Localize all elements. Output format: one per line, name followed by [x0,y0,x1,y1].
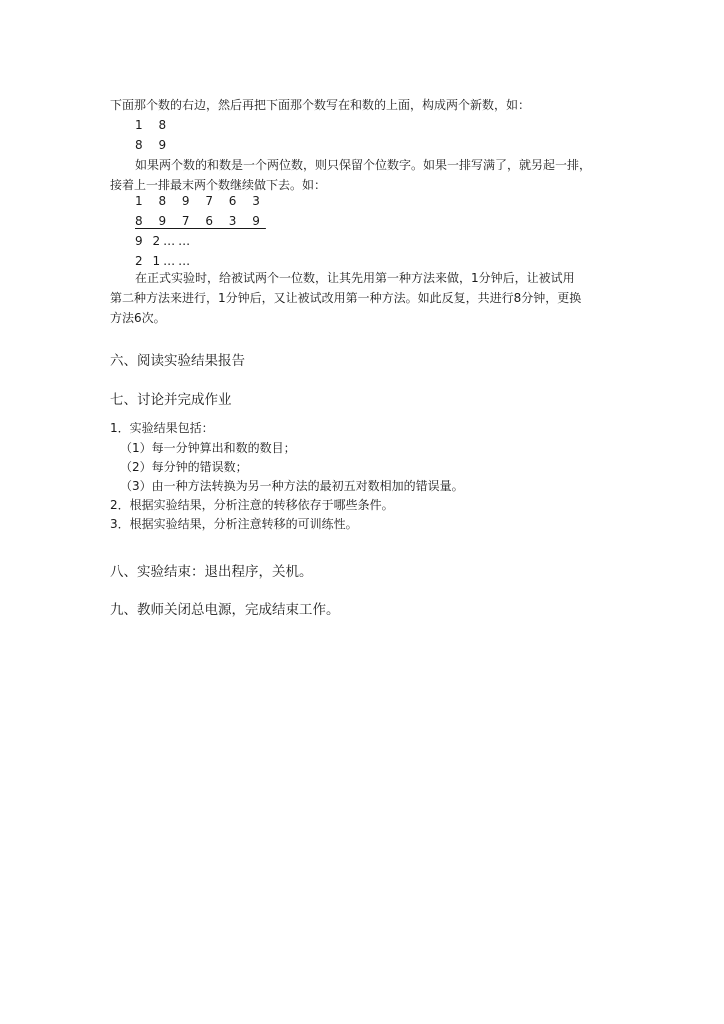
paragraph-2-line-1: 如果两个数的和数是一个两位数，则只保留个位数字。如果一排写满了，就另起一排， [135,158,592,172]
section-9-heading: 九、教师关闭总电源，完成结束工作。 [110,602,340,618]
paragraph-2-line-2: 接着上一排最末两个数继续做下去。如： [110,178,327,192]
paragraph-3-line-1: 在正式实验时，给被试两个一位数，让其先用第一种方法来做，1分钟后，让被试用 [135,271,575,285]
example-b-row-2: 8 9 7 6 3 9 [135,214,266,228]
example-b-row-3: 9 2…… [135,234,194,248]
example-a-row-1: 1 8 [135,118,173,132]
section-7-item-1: 1．实验结果包括： [110,421,214,435]
paragraph-3-line-2: 第二种方法来进行，1分钟后，又让被试改用第一种方法。如此反复，共进行8分钟，更换 [110,291,582,305]
section-7-item-3: 3．根据实验结果，分析注意转移的可训练性。 [110,517,358,531]
example-a-row-2: 8 9 [135,138,173,152]
section-7-sub-item-1: （1）每一分钟算出和数的数目； [120,441,296,455]
section-6-heading: 六、阅读实验结果报告 [110,353,245,369]
paragraph-3-line-3: 方法6次。 [110,311,166,325]
section-7-heading: 七、讨论并完成作业 [110,392,232,408]
example-b-row-4: 2 1…… [135,254,194,268]
section-7-sub-item-2: （2）每分钟的错误数； [120,460,248,474]
section-8-heading: 八、实验结束：退出程序，关机。 [110,564,313,580]
section-7-item-2: 2．根据实验结果，分析注意的转移依存于哪些条件。 [110,498,394,512]
section-7-sub-item-3: （3）由一种方法转换为另一种方法的最初五对数相加的错误量。 [120,479,464,493]
example-b-row-1: 1 8 9 7 6 3 [135,194,266,208]
paragraph-1-line-1: 下面那个数的右边，然后再把下面那个数写在和数的上面，构成两个新数，如： [110,98,531,112]
